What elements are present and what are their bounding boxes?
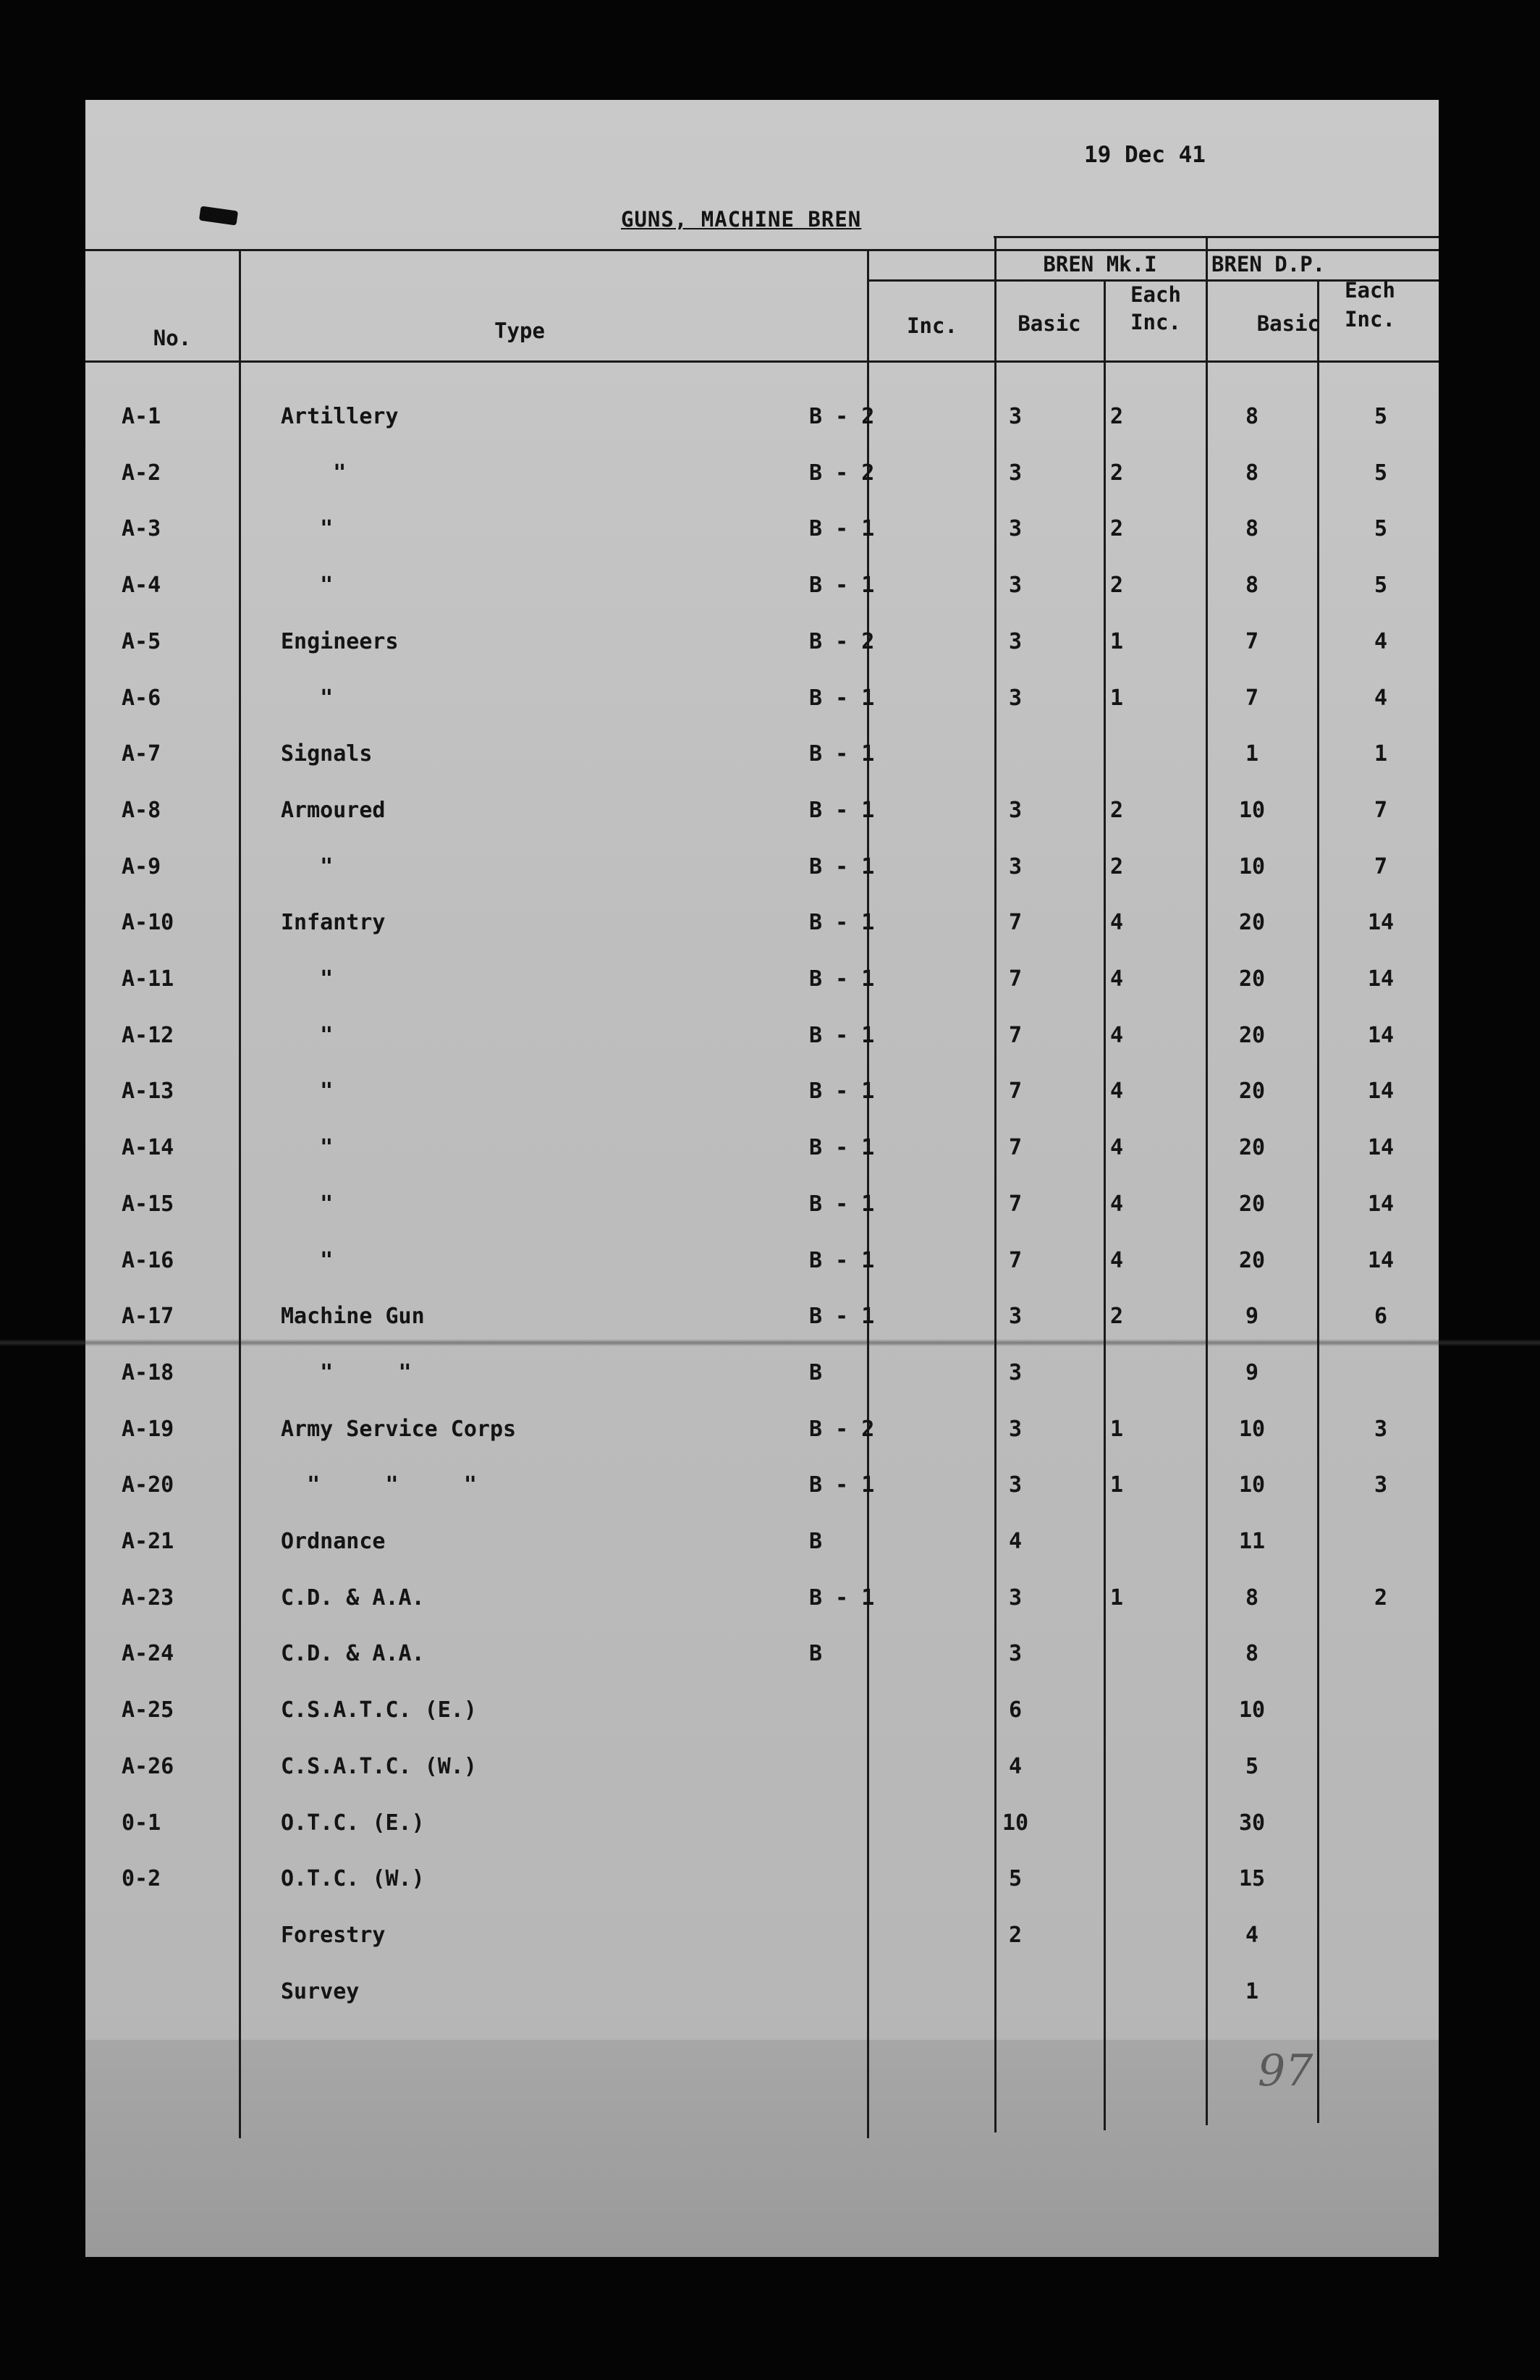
cell-e2: 3 — [1374, 1417, 1388, 1442]
cell-b2: 9 — [1245, 1360, 1259, 1385]
cell-type: Signals — [281, 741, 373, 767]
col-rule-no — [239, 249, 241, 2138]
cell-b1: 2 — [1008, 1923, 1023, 1948]
cell-type: C.D. & A.A. — [281, 1585, 425, 1611]
cell-e2: 14 — [1367, 1248, 1395, 1273]
document-sheet — [85, 100, 1439, 2257]
cell-no: A-10 — [122, 910, 174, 935]
cell-no: A-1 — [122, 404, 161, 429]
header-no: No. — [153, 326, 192, 350]
cell-b2: 20 — [1238, 1023, 1266, 1048]
header-top-rule-right — [994, 236, 1439, 238]
cell-b1: 4 — [1008, 1529, 1023, 1554]
cell-inc: B — [809, 1641, 823, 1666]
cell-inc: B - 2 — [809, 1417, 875, 1442]
cell-b1: 3 — [1008, 1304, 1023, 1329]
cell-no: A-15 — [122, 1191, 174, 1217]
cell-e2: 3 — [1374, 1472, 1388, 1498]
cell-e2: 7 — [1374, 854, 1388, 879]
cell-inc: B - 2 — [809, 629, 875, 654]
cell-no: A-21 — [122, 1529, 174, 1554]
cell-type: O.T.C. (W.) — [281, 1866, 425, 1891]
cell-e2: 5 — [1374, 460, 1388, 486]
cell-b2: 7 — [1245, 685, 1259, 711]
cell-b1: 3 — [1008, 854, 1023, 879]
cell-no: A-8 — [122, 798, 161, 823]
cell-inc: B - 1 — [809, 798, 875, 823]
cell-b1: 7 — [1008, 1135, 1023, 1160]
cell-b2: 8 — [1245, 404, 1259, 429]
cell-type: Forestry — [281, 1923, 386, 1948]
cell-b2: 9 — [1245, 1304, 1259, 1329]
cell-e2: 5 — [1374, 404, 1388, 429]
cell-b1: 4 — [1008, 1754, 1023, 1779]
header-basic-mk1: Basic — [1018, 311, 1081, 336]
cell-b1: 3 — [1008, 798, 1023, 823]
cell-b2: 20 — [1238, 1191, 1266, 1217]
cell-inc: B - 1 — [809, 966, 875, 992]
cell-no: A-18 — [122, 1360, 174, 1385]
cell-b2: 20 — [1238, 1079, 1266, 1104]
col-rule-group — [1206, 236, 1208, 2125]
col-rule-basic2 — [1317, 281, 1319, 2123]
document-date: 19 Dec 41 — [1084, 142, 1206, 168]
cell-type: Engineers — [281, 629, 399, 654]
cell-b2: 10 — [1238, 854, 1266, 879]
cell-b2: 8 — [1245, 573, 1259, 598]
cell-type: " — [281, 966, 334, 992]
cell-no: A-12 — [122, 1023, 174, 1048]
cell-no: A-23 — [122, 1585, 174, 1611]
cell-b1: 3 — [1008, 573, 1023, 598]
cell-b1: 10 — [1002, 1810, 1029, 1836]
cell-b2: 1 — [1245, 1979, 1259, 2004]
cell-e1: 2 — [1109, 516, 1124, 541]
cell-e1: 1 — [1109, 685, 1124, 711]
paper-fold — [0, 1339, 1540, 1346]
cell-e2: 14 — [1367, 910, 1395, 935]
cell-e2: 4 — [1374, 685, 1388, 711]
cell-e1: 4 — [1109, 1135, 1124, 1160]
cell-inc: B - 1 — [809, 1472, 875, 1498]
cell-inc: B — [809, 1529, 823, 1554]
cell-e1: 4 — [1109, 910, 1124, 935]
cell-b2: 20 — [1238, 966, 1266, 992]
cell-type: " — [281, 1023, 334, 1048]
cell-e1: 2 — [1109, 1304, 1124, 1329]
cell-no: A-9 — [122, 854, 161, 879]
cell-b1: 3 — [1008, 1472, 1023, 1498]
cell-b1: 3 — [1008, 404, 1023, 429]
cell-inc: B - 1 — [809, 685, 875, 711]
cell-b2: 8 — [1245, 1585, 1259, 1611]
cell-b2: 11 — [1238, 1529, 1266, 1554]
cell-type: " — [281, 1135, 334, 1160]
cell-type: Artillery — [281, 404, 399, 429]
cell-b2: 10 — [1238, 1697, 1266, 1723]
cell-b2: 20 — [1238, 910, 1266, 935]
cell-type: " — [281, 1079, 334, 1104]
cell-inc: B - 1 — [809, 1248, 875, 1273]
header-each-dp-line2: Inc. — [1345, 307, 1395, 332]
cell-b1: 7 — [1008, 1191, 1023, 1217]
cell-b2: 8 — [1245, 1641, 1259, 1666]
cell-e2: 7 — [1374, 798, 1388, 823]
cell-inc: B - 1 — [809, 910, 875, 935]
cell-b1: 3 — [1008, 460, 1023, 486]
cell-b1: 5 — [1008, 1866, 1023, 1891]
cell-inc: B - 1 — [809, 573, 875, 598]
header-each-mk1-line2: Inc. — [1130, 310, 1181, 334]
cell-e1: 4 — [1109, 1023, 1124, 1048]
cell-e2: 4 — [1374, 629, 1388, 654]
cell-inc: B - 2 — [809, 460, 875, 486]
cell-no: A-11 — [122, 966, 174, 992]
cell-type: " " — [281, 1360, 412, 1385]
cell-no: A-17 — [122, 1304, 174, 1329]
header-bottom-rule — [85, 360, 1439, 363]
cell-no: A-5 — [122, 629, 161, 654]
cell-b2: 20 — [1238, 1135, 1266, 1160]
header-basic-dp: Basic — [1256, 311, 1320, 336]
cell-e2: 14 — [1367, 1079, 1395, 1104]
cell-b1: 3 — [1008, 1585, 1023, 1611]
cell-e1: 1 — [1109, 1472, 1124, 1498]
cell-type: Army Service Corps — [281, 1417, 517, 1442]
cell-no: A-26 — [122, 1754, 174, 1779]
cell-no: A-3 — [122, 516, 161, 541]
cell-b1: 3 — [1008, 1360, 1023, 1385]
cell-inc: B - 1 — [809, 1191, 875, 1217]
document-title: GUNS, MACHINE BREN — [621, 207, 862, 232]
cell-b2: 5 — [1245, 1754, 1259, 1779]
cell-no: A-4 — [122, 573, 161, 598]
cell-b2: 7 — [1245, 629, 1259, 654]
cell-no: 0-2 — [122, 1866, 161, 1891]
cell-inc: B - 2 — [809, 404, 875, 429]
cell-e1: 2 — [1109, 798, 1124, 823]
cell-b2: 10 — [1238, 798, 1266, 823]
cell-type: " — [281, 573, 334, 598]
cell-type: " — [281, 516, 334, 541]
cell-inc: B - 1 — [809, 1079, 875, 1104]
cell-no: A-24 — [122, 1641, 174, 1666]
cell-b1: 7 — [1008, 1248, 1023, 1273]
cell-no: A-2 — [122, 460, 161, 486]
cell-type: " " " — [281, 1472, 477, 1498]
cell-b1: 7 — [1008, 966, 1023, 992]
cell-inc: B - 1 — [809, 1135, 875, 1160]
cell-type: " — [281, 460, 347, 486]
cell-b2: 1 — [1245, 741, 1259, 767]
cell-b2: 30 — [1238, 1810, 1266, 1836]
cell-b2: 10 — [1238, 1417, 1266, 1442]
cell-no: A-25 — [122, 1697, 174, 1723]
cell-no: A-6 — [122, 685, 161, 711]
cell-e1: 2 — [1109, 404, 1124, 429]
cell-e1: 1 — [1109, 1417, 1124, 1442]
header-top-rule-left — [85, 249, 1439, 251]
cell-e2: 5 — [1374, 516, 1388, 541]
cell-type: O.T.C. (E.) — [281, 1810, 425, 1836]
cell-b2: 10 — [1238, 1472, 1266, 1498]
cell-b1: 7 — [1008, 1079, 1023, 1104]
cell-e2: 5 — [1374, 573, 1388, 598]
cell-type: Survey — [281, 1979, 360, 2004]
header-each-dp-line1: Each — [1345, 278, 1395, 303]
cell-inc: B — [809, 1360, 823, 1385]
cell-b1: 3 — [1008, 1417, 1023, 1442]
cell-no: A-16 — [122, 1248, 174, 1273]
cell-type: " — [281, 854, 334, 879]
cell-e1: 1 — [1109, 1585, 1124, 1611]
cell-no: A-20 — [122, 1472, 174, 1498]
cell-e2: 14 — [1367, 1135, 1395, 1160]
cell-type: " — [281, 1248, 334, 1273]
header-each-mk1-line1: Each — [1130, 282, 1181, 307]
cell-type: Armoured — [281, 798, 386, 823]
cell-b1: 7 — [1008, 1023, 1023, 1048]
cell-e1: 4 — [1109, 1079, 1124, 1104]
cell-type: Machine Gun — [281, 1304, 425, 1329]
cell-type: " — [281, 1191, 334, 1217]
cell-e1: 1 — [1109, 629, 1124, 654]
cell-inc: B - 1 — [809, 741, 875, 767]
cell-type: Ordnance — [281, 1529, 386, 1554]
cell-b2: 4 — [1245, 1923, 1259, 1948]
cell-type: C.S.A.T.C. (E.) — [281, 1697, 477, 1723]
header-group-bren-mk1: BREN Mk.I — [1043, 252, 1157, 277]
cell-e2: 14 — [1367, 1191, 1395, 1217]
cell-e1: 2 — [1109, 460, 1124, 486]
cell-inc: B - 1 — [809, 854, 875, 879]
cell-type: Infantry — [281, 910, 386, 935]
cell-b1: 6 — [1008, 1697, 1023, 1723]
cell-e2: 14 — [1367, 966, 1395, 992]
cell-type: " — [281, 685, 334, 711]
header-type: Type — [494, 318, 545, 343]
cell-b2: 15 — [1238, 1866, 1266, 1891]
cell-b1: 3 — [1008, 1641, 1023, 1666]
cell-e2: 6 — [1374, 1304, 1388, 1329]
cell-e1: 2 — [1109, 573, 1124, 598]
cell-b1: 3 — [1008, 516, 1023, 541]
cell-no: A-13 — [122, 1079, 174, 1104]
cell-b2: 8 — [1245, 460, 1259, 486]
cell-type: C.D. & A.A. — [281, 1641, 425, 1666]
cell-type: C.S.A.T.C. (W.) — [281, 1754, 477, 1779]
cell-inc: B - 1 — [809, 1304, 875, 1329]
cell-e2: 14 — [1367, 1023, 1395, 1048]
page-number: 97 — [1258, 2046, 1313, 2096]
cell-b1: 3 — [1008, 629, 1023, 654]
cell-no: A-19 — [122, 1417, 174, 1442]
cell-e1: 2 — [1109, 854, 1124, 879]
header-inc: Inc. — [907, 313, 957, 338]
cell-b2: 8 — [1245, 516, 1259, 541]
cell-b1: 3 — [1008, 685, 1023, 711]
cell-e2: 2 — [1374, 1585, 1388, 1611]
cell-no: 0-1 — [122, 1810, 161, 1836]
cell-e1: 4 — [1109, 966, 1124, 992]
cell-b1: 7 — [1008, 910, 1023, 935]
paper-lower-strip — [85, 2040, 1439, 2257]
cell-no: A-7 — [122, 741, 161, 767]
cell-inc: B - 1 — [809, 1585, 875, 1611]
cell-b2: 20 — [1238, 1248, 1266, 1273]
ink-smudge — [199, 206, 238, 225]
cell-inc: B - 1 — [809, 516, 875, 541]
cell-no: A-14 — [122, 1135, 174, 1160]
cell-e2: 1 — [1374, 741, 1388, 767]
cell-e1: 4 — [1109, 1191, 1124, 1217]
cell-inc: B - 1 — [809, 1023, 875, 1048]
header-group-bren-dp: BREN D.P. — [1211, 252, 1326, 277]
cell-e1: 4 — [1109, 1248, 1124, 1273]
